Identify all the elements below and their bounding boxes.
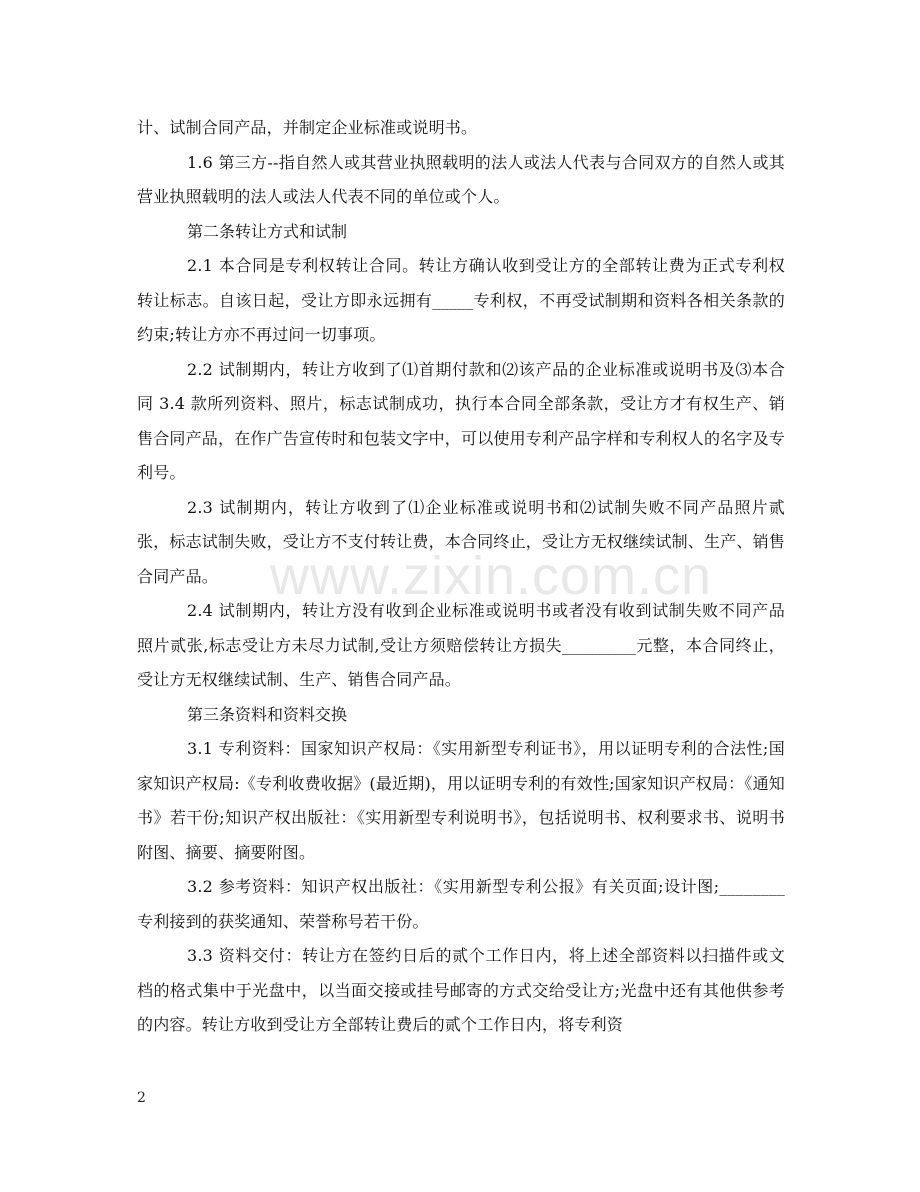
page-number: 2 bbox=[137, 1090, 146, 1106]
document-body bbox=[137, 111, 785, 1043]
section-heading-article-2: 第二条转让方式和试制 bbox=[187, 221, 348, 241]
paragraph-3-1: 3.1 专利资料：国家知识产权局：《实用新型专利证书》，用以证明专利的合法性;国家知识产权局:《专利收费收据》(最近期)，用以证明专利的有效性;国家知识产权局：《通知书》若干份;知识产权出版社：《实用新型专利说明书》，包括说明书、权利要求书、说明书附图、摘要、摘要附图。 bbox=[137, 739, 785, 862]
paragraph-2-4: 2.4 试制期内，转让方没有收到企业标准或说明书或者没有收到试制失败不同产品照片贰张,标志受让方未尽力试制,受让方须赔偿转让方损失_________元整，本合同终止，受让方无权继续试制、生产、销售合同产品。 bbox=[137, 601, 785, 689]
paragraph-2-1: 2.1 本合同是专利权转让合同。转让方确认收到受让方的全部转让费为正式专利权转让标志。自该日起，受让方即永远拥有_____专利权，不再受试制期和资料各相关条款的约束;转让方亦不再过问一切事项。 bbox=[137, 256, 785, 344]
watermark: www.zixin.com.cn bbox=[270, 546, 713, 606]
paragraph-3-3: 3.3 资料交付：转让方在签约日后的贰个工作日内，将上述全部资料以扫描件或文档的格式集中于光盘中，以当面交接或挂号邮寄的方式交给受让方;光盘中还有其他供参考的内容。转让方收到受让方全部转让费后的贰个工作日内，将专利资 bbox=[137, 946, 785, 1034]
paragraph-2-2: 2.2 试制期内，转让方收到了⑴首期付款和⑵该产品的企业标准或说明书及⑶本合同 3.4 款所列资料、照片，标志试制成功，执行本合同全部条款，受让方才有权生产、销售合同产品，在作广告宣传时和包装文字中，可以使用专利产品字样和专利权人的名字及专利号。 bbox=[137, 359, 786, 482]
paragraph-1-6: 1.6 第三方--指自然人或其营业执照载明的法人或法人代表与合同双方的自然人或其营业执照载明的法人或法人代表不同的单位或个人。 bbox=[137, 152, 785, 206]
paragraph-2-3: 2.3 试制期内，转让方收到了⑴企业标准或说明书和⑵试制失败不同产品照片贰张，标志试制失败，受让方不支付转让费，本合同终止，受让方无权继续试制、生产、销售合同产品。 bbox=[137, 497, 786, 586]
paragraph-3-2: 3.2 参考资料：知识产权出版社：《实用新型专利公报》有关页面;设计图;________专利接到的获奖通知、荣誉称号若干份。 bbox=[137, 877, 785, 931]
section-heading-article-3: 第三条资料和资料交换 bbox=[187, 704, 348, 724]
paragraph-continuation: 计、试制合同产品，并制定企业标准或说明书。 bbox=[137, 118, 478, 137]
